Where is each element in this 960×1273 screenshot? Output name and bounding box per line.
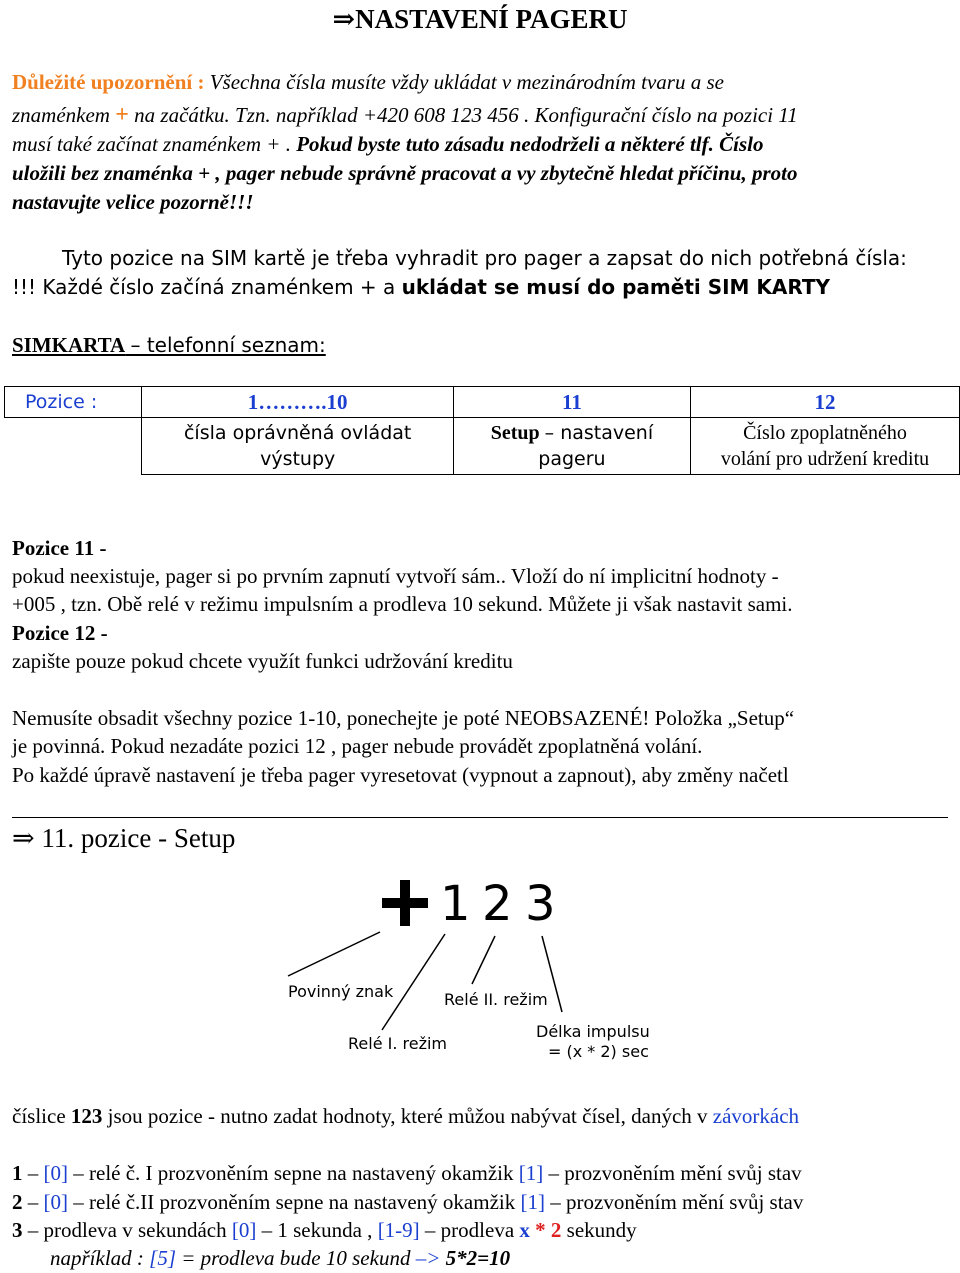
- digits-bold: 123: [70, 1104, 103, 1128]
- label-pulse-length: Délka impulsu: [536, 1022, 650, 1041]
- notes-line-1: Nemusíte obsadit všechny pozice 1-10, ponechejte je poté NEOBSAZENÉ! Položka „Setup“: [12, 706, 795, 730]
- warning-line-2: [12, 101, 798, 129]
- desc-text: pageru: [538, 448, 606, 470]
- desc-bold: Setup: [490, 422, 540, 444]
- desc-text: Číslo zpoplatněného: [743, 422, 907, 444]
- pos12-line-1: zapište pouze pokud chcete využít funkci udržování kreditu: [12, 649, 513, 673]
- desc-text: výstupy: [260, 448, 336, 470]
- desc-text: – nastavení: [544, 422, 654, 444]
- warning-line-3: [12, 130, 763, 158]
- setup-heading: [12, 820, 235, 856]
- example-arrow: –>: [415, 1246, 441, 1270]
- simcard-heading: [12, 331, 326, 359]
- rule-number: 1: [12, 1161, 23, 1185]
- label-relay-2: Relé II. režim: [444, 990, 548, 1009]
- table-desc-cell: [142, 418, 453, 475]
- example-text: = prodleva bude 10 sekund: [181, 1246, 411, 1270]
- rule-number: 2: [12, 1190, 23, 1214]
- rule-value: [0]: [43, 1161, 68, 1185]
- divider: [12, 817, 948, 818]
- desc-text: čísla oprávněná ovládat: [183, 422, 412, 444]
- example-value: [5]: [149, 1246, 177, 1270]
- warning-text: na začátku. Tzn. například +420 608 123 456 . Konfigurační číslo na pozici 11: [134, 103, 798, 127]
- rule-text: – 1 sekunda ,: [261, 1218, 373, 1242]
- rule-text: sekundy: [566, 1218, 637, 1242]
- label-mandatory-sign: Povinný znak: [288, 982, 394, 1001]
- rule-x: x: [519, 1218, 530, 1242]
- intro-text-bold: ukládat se musí do paměti SIM KARTY: [401, 275, 831, 299]
- rule-value: [1]: [518, 1161, 544, 1185]
- warning-text: znaménkem: [12, 103, 110, 127]
- notes-line-3: Po každé úpravě nastavení je třeba pager vyresetovat (vypnout a zapnout), aby změny načetl: [12, 763, 789, 787]
- plus-sign: +: [115, 102, 129, 128]
- label-pulse-formula: = (x * 2) sec: [548, 1042, 649, 1061]
- example-text: například :: [50, 1246, 144, 1270]
- warning-text: Všechna čísla musíte vždy ukládat v mezinárodním tvaru a se: [209, 70, 724, 94]
- intro-text: !!! Každé číslo začíná znaménkem + a: [12, 275, 396, 299]
- rule-line-3: [12, 1216, 637, 1244]
- simcard-subtitle: – telefonní seznam:: [130, 333, 326, 357]
- rule-value: [0]: [231, 1218, 257, 1242]
- example-result: 5*2=10: [445, 1246, 511, 1270]
- rule-text: – prozvoněním mění svůj stav: [548, 1161, 802, 1185]
- warning-line-1: [12, 68, 724, 96]
- setup-heading-text: 11. pozice - Setup: [41, 823, 236, 853]
- notes-line-2: je povinná. Pokud nezadáte pozici 12 , pager nebude provádět zpoplatněná volání.: [12, 734, 703, 758]
- rule-value: [1-9]: [377, 1218, 420, 1242]
- rule-text: – relé č. I prozvoněním sepne na nastavený okamžik: [73, 1161, 514, 1185]
- pointer-line-2: [472, 936, 495, 984]
- warning-line-5: nastavujte velice pozorně!!!: [12, 190, 254, 214]
- pos11-line-2: +005 , tzn. Obě relé v režimu impulsním a prodleva 10 sekund. Můžete ji však nastavit sami.: [12, 592, 793, 616]
- label-relay-1: Relé I. režim: [348, 1034, 448, 1053]
- title-text: NASTAVENÍ PAGERU: [355, 4, 628, 34]
- table-desc-cell: [691, 418, 960, 475]
- warning-line-4: uložili bez znaménka + , pager nebude správně pracovat a vy zbytečně hledat příčinu, proto: [12, 161, 798, 185]
- digits-text: číslice: [12, 1104, 66, 1128]
- page-title: [0, 2, 960, 36]
- digits-blue: závorkách: [712, 1104, 800, 1128]
- digit-2: 2: [482, 876, 513, 932]
- table-desc-cell: [453, 418, 690, 475]
- rule-text: – prodleva v sekundách: [27, 1218, 227, 1242]
- plus-vertical-bar: [400, 880, 410, 926]
- rule-line-2: [12, 1188, 803, 1216]
- rule-dash: –: [27, 1161, 39, 1185]
- rule-example: [50, 1244, 510, 1272]
- rule-text: – prodleva: [424, 1218, 515, 1242]
- arrow-right-icon: ⇒: [12, 823, 35, 853]
- rule-text: – prozvoněním mění svůj stav: [550, 1190, 804, 1214]
- digits-text: jsou pozice - nutno zadat hodnoty, které můžou nabývat čísel, daných v: [107, 1104, 708, 1128]
- rule-text: – relé č.II prozvoněním sepne na nastavený okamžik: [73, 1190, 516, 1214]
- warning-text: musí také začínat znaménkem + .: [12, 132, 291, 156]
- table-row: [5, 418, 960, 475]
- rule-number: 3: [12, 1218, 23, 1242]
- rule-two: 2: [550, 1218, 562, 1242]
- table-empty-cell: [5, 418, 142, 475]
- rule-value: [1]: [520, 1190, 545, 1214]
- table-row: [5, 387, 960, 418]
- digit-3: 3: [525, 876, 556, 932]
- table-header-cell: 11: [453, 387, 690, 418]
- simcard-label: SIMKARTA: [12, 333, 126, 357]
- rule-star: *: [535, 1218, 546, 1242]
- warning-text-bold: Pokud byste tuto zásadu nedodrželi a některé tlf. Číslo: [296, 132, 764, 156]
- intro-line-1: Tyto pozice na SIM kartě je třeba vyhradit pro pager a zapsat do nich potřebná čísla:: [62, 246, 907, 270]
- pos11-line-1: pokud neexistuje, pager si po prvním zapnutí vytvoří sám.. Vloží do ní implicitní hodnoty -: [12, 564, 779, 588]
- digits-line: [12, 1102, 799, 1130]
- pos12-heading: Pozice 12 -: [12, 621, 108, 645]
- pointer-line-plus: [288, 932, 380, 976]
- digit-1: 1: [440, 876, 471, 932]
- positions-table: [4, 386, 960, 475]
- setup-diagram: [280, 872, 660, 1072]
- rule-dash: –: [27, 1190, 39, 1214]
- pos11-heading: Pozice 11 -: [12, 536, 107, 560]
- table-label: Pozice :: [5, 387, 142, 418]
- intro-line-2: [12, 273, 830, 301]
- rule-value: [0]: [43, 1190, 68, 1214]
- desc-text: volání pro udržení kreditu: [720, 448, 930, 470]
- table-header-cell: 12: [691, 387, 960, 418]
- arrow-right-icon: ⇒: [332, 4, 356, 34]
- table-header-cell: 1……….10: [142, 387, 453, 418]
- rule-line-1: [12, 1159, 802, 1187]
- warning-label: Důležité upozornění :: [12, 70, 205, 94]
